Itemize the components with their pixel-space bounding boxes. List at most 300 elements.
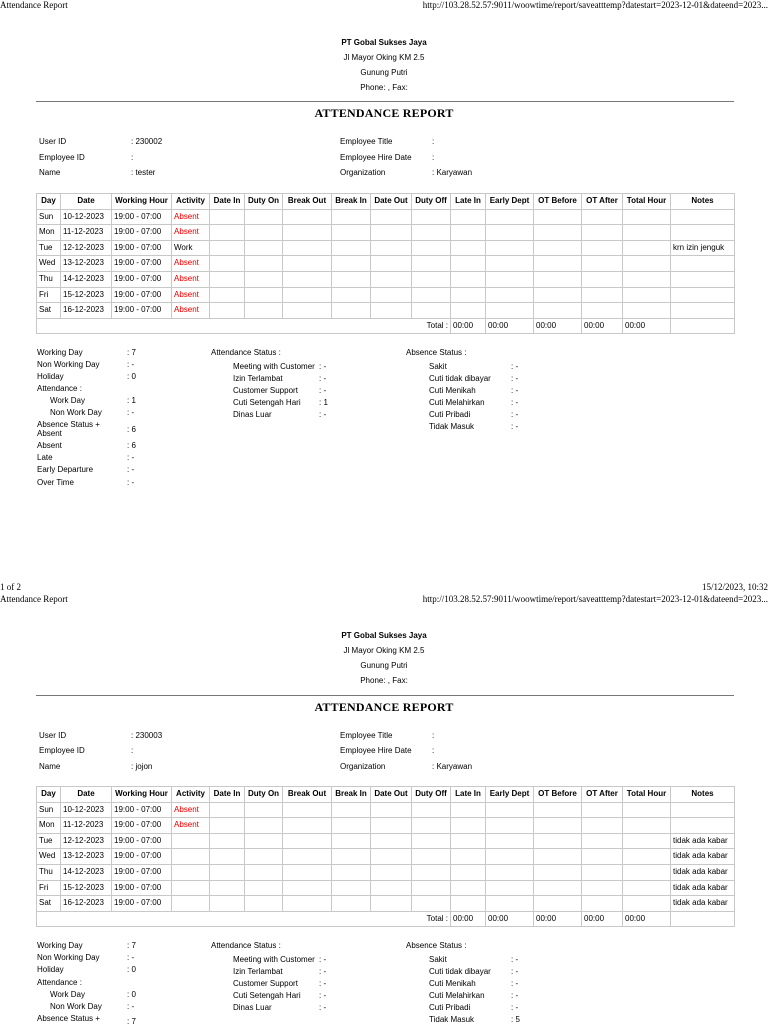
cell-day: Mon	[37, 818, 61, 834]
cell-date-in	[210, 833, 245, 849]
column-header-day: Day	[37, 787, 61, 803]
column-header-date-out: Date Out	[371, 194, 412, 210]
total-total-hour: 00:00	[623, 318, 671, 334]
cell-ot-after	[582, 303, 623, 319]
holiday-label: Holiday	[37, 372, 64, 381]
cell-day: Mon	[37, 225, 61, 241]
cell-day: Fri	[37, 880, 61, 896]
cell-notes: tidak ada kabar	[671, 880, 735, 896]
cell-date-out	[371, 303, 412, 319]
absence-plus-absent-value: : 7	[127, 1017, 136, 1026]
cell-ot-before	[534, 209, 582, 225]
over-time-label: Over Time	[37, 478, 74, 487]
cell-duty-on	[245, 303, 283, 319]
cell-duty-off	[412, 225, 451, 241]
cell-total-hour	[623, 256, 671, 272]
cell-date: 14-12-2023	[61, 271, 112, 287]
absent-value: : 6	[127, 441, 136, 450]
company-name: PT Gobal Sukses Jaya	[341, 38, 427, 47]
cell-ot-after	[582, 896, 623, 912]
table-row	[37, 240, 735, 256]
attendance-status-label: Customer Support	[233, 979, 298, 988]
cell-total-hour	[623, 209, 671, 225]
absence-status-value: : -	[511, 422, 519, 431]
column-header-date-in: Date In	[210, 194, 245, 210]
cell-ot-before	[534, 256, 582, 272]
company-address-line1: Jl Mayor Oking KM 2.5	[343, 646, 425, 655]
cell-date: 15-12-2023	[61, 880, 112, 896]
absence-status-label: Cuti Pribadi	[429, 410, 471, 419]
cell-day: Wed	[37, 256, 61, 272]
cell-total-hour	[623, 271, 671, 287]
cell-date-in	[210, 896, 245, 912]
column-header-early-dept: Early Dept	[486, 787, 534, 803]
cell-ot-after	[582, 225, 623, 241]
total-late-in: 00:00	[451, 318, 486, 334]
cell-total-hour	[623, 287, 671, 303]
cell-duty-off	[412, 896, 451, 912]
print-header-url: http://103.28.52.57:9011/woowtime/report/saveatttemp?datestart=2023-12-01&dateend=2023...	[422, 594, 768, 604]
cell-break-in	[332, 849, 371, 865]
absence-plus-absent-label-1: Absence Status +	[37, 420, 100, 429]
attendance-status-label: Cuti Setengah Hari	[233, 398, 301, 407]
working-day-label: Working Day	[37, 941, 83, 950]
cell-ot-after	[582, 240, 623, 256]
report-title: ATTENDANCE REPORT	[314, 700, 454, 714]
print-footer-page: 1 of 2	[0, 582, 21, 592]
holiday-value: : 0	[127, 965, 136, 974]
column-header-date-in: Date In	[210, 787, 245, 803]
column-header-date: Date	[61, 787, 112, 803]
cell-date-in	[210, 880, 245, 896]
print-footer-time: 15/12/2023, 10:32	[701, 582, 768, 592]
cell-early-dept	[486, 833, 534, 849]
cell-activity: Absent	[172, 271, 210, 287]
cell-duty-off	[412, 833, 451, 849]
column-header-duty-off: Duty Off	[412, 787, 451, 803]
cell-ot-before	[534, 849, 582, 865]
column-header-duty-on: Duty On	[245, 194, 283, 210]
absence-status-label: Tidak Masuk	[429, 422, 475, 431]
cell-break-out	[283, 818, 332, 834]
column-header-break-out: Break Out	[283, 787, 332, 803]
organization-value: : Karyawan	[432, 762, 473, 771]
cell-ot-before	[534, 896, 582, 912]
cell-working-hour: 19:00 - 07:00	[112, 833, 172, 849]
cell-break-out	[283, 849, 332, 865]
report-title: ATTENDANCE REPORT	[314, 106, 454, 120]
cell-date: 11-12-2023	[61, 818, 112, 834]
attendance-status-label: Dinas Luar	[233, 1003, 272, 1012]
cell-activity	[172, 880, 210, 896]
cell-ot-after	[582, 818, 623, 834]
cell-activity	[172, 896, 210, 912]
print-header-title: Attendance Report	[0, 594, 68, 604]
cell-day: Tue	[37, 240, 61, 256]
cell-date-in	[210, 240, 245, 256]
cell-activity: Work	[172, 240, 210, 256]
employee-id-value: :	[131, 746, 134, 755]
cell-early-dept	[486, 225, 534, 241]
cell-duty-off	[412, 287, 451, 303]
cell-late-in	[451, 896, 486, 912]
attendance-table	[36, 786, 735, 927]
cell-break-in	[332, 864, 371, 880]
cell-day: Wed	[37, 849, 61, 865]
cell-ot-before	[534, 833, 582, 849]
cell-date: 16-12-2023	[61, 896, 112, 912]
attendance-status-value: : -	[319, 967, 327, 976]
column-header-break-out: Break Out	[283, 194, 332, 210]
cell-late-in	[451, 225, 486, 241]
cell-working-hour: 19:00 - 07:00	[112, 303, 172, 319]
cell-duty-on	[245, 209, 283, 225]
work-day-value: : 0	[127, 990, 136, 999]
attendance-status-value: : 1	[319, 398, 328, 407]
user-id-value: : 230002	[131, 137, 163, 146]
cell-activity: Absent	[172, 303, 210, 319]
cell-working-hour: 19:00 - 07:00	[112, 849, 172, 865]
total-early-dept: 00:00	[486, 318, 534, 334]
absence-plus-absent-value: : 6	[127, 425, 136, 434]
column-header-duty-on: Duty On	[245, 787, 283, 803]
cell-date-out	[371, 225, 412, 241]
absence-status-label: Cuti tidak dibayar	[429, 967, 491, 976]
cell-working-hour: 19:00 - 07:00	[112, 287, 172, 303]
absence-status-value: : -	[511, 386, 519, 395]
late-label: Late	[37, 453, 53, 462]
absence-status-label: Cuti Melahirkan	[429, 991, 485, 1000]
cell-notes: tidak ada kabar	[671, 864, 735, 880]
organization-value: : Karyawan	[432, 168, 473, 177]
employee-title-value: :	[432, 731, 435, 740]
absence-status-label: Sakit	[429, 362, 447, 371]
hire-date-value: :	[432, 746, 435, 755]
early-departure-label: Early Departure	[37, 465, 94, 474]
work-day-value: : 1	[127, 396, 136, 405]
table-header-row	[37, 194, 735, 210]
absence-status-value: : -	[511, 967, 519, 976]
employee-id-label: Employee ID	[39, 153, 85, 162]
attendance-status-heading: Attendance Status :	[211, 348, 281, 357]
cell-ot-before	[534, 880, 582, 896]
non-working-day-label: Non Working Day	[37, 953, 100, 962]
cell-early-dept	[486, 896, 534, 912]
non-work-day-label: Non Work Day	[50, 1002, 102, 1011]
cell-date: 16-12-2023	[61, 303, 112, 319]
total-early-dept: 00:00	[486, 911, 534, 927]
column-header-duty-off: Duty Off	[412, 194, 451, 210]
cell-activity: Absent	[172, 818, 210, 834]
user-id-label: User ID	[39, 731, 67, 740]
employee-id-value: :	[131, 153, 134, 162]
cell-late-in	[451, 271, 486, 287]
company-address-line1: Jl Mayor Oking KM 2.5	[343, 53, 425, 62]
cell-duty-on	[245, 896, 283, 912]
column-header-notes: Notes	[671, 787, 735, 803]
cell-early-dept	[486, 818, 534, 834]
absence-status-value: : -	[511, 362, 519, 371]
total-late-in: 00:00	[451, 911, 486, 927]
cell-total-hour	[623, 303, 671, 319]
table-header-row	[37, 787, 735, 803]
absence-status-label: Cuti Pribadi	[429, 1003, 471, 1012]
cell-duty-on	[245, 225, 283, 241]
cell-working-hour: 19:00 - 07:00	[112, 864, 172, 880]
cell-ot-before	[534, 240, 582, 256]
cell-date-out	[371, 849, 412, 865]
company-address-line2: Gunung Putri	[360, 661, 408, 670]
cell-date-in	[210, 225, 245, 241]
attendance-table	[36, 193, 735, 334]
cell-working-hour: 19:00 - 07:00	[112, 256, 172, 272]
table-row	[37, 287, 735, 303]
attendance-status-label: Meeting with Customer	[233, 955, 315, 964]
column-header-activity: Activity	[172, 194, 210, 210]
attendance-status-value: : -	[319, 979, 327, 988]
totals-row	[37, 911, 735, 927]
cell-break-out	[283, 880, 332, 896]
cell-day: Fri	[37, 287, 61, 303]
cell-day: Thu	[37, 271, 61, 287]
non-work-day-label: Non Work Day	[50, 408, 102, 417]
cell-date: 12-12-2023	[61, 240, 112, 256]
cell-break-out	[283, 802, 332, 818]
cell-date-in	[210, 271, 245, 287]
cell-early-dept	[486, 256, 534, 272]
holiday-label: Holiday	[37, 965, 64, 974]
cell-late-in	[451, 833, 486, 849]
cell-date: 13-12-2023	[61, 849, 112, 865]
cell-duty-off	[412, 240, 451, 256]
cell-duty-off	[412, 802, 451, 818]
cell-ot-before	[534, 818, 582, 834]
cell-ot-before	[534, 271, 582, 287]
cell-break-in	[332, 287, 371, 303]
hire-date-label: Employee Hire Date	[340, 746, 412, 755]
cell-date-in	[210, 802, 245, 818]
cell-activity: Absent	[172, 256, 210, 272]
cell-notes: krn izin jenguk	[671, 240, 735, 256]
cell-late-in	[451, 880, 486, 896]
column-header-ot-before: OT Before	[534, 787, 582, 803]
cell-duty-on	[245, 271, 283, 287]
table-row	[37, 833, 735, 849]
table-row	[37, 880, 735, 896]
attendance-status-heading: Attendance Status :	[211, 941, 281, 950]
cell-late-in	[451, 849, 486, 865]
column-header-early-dept: Early Dept	[486, 194, 534, 210]
company-address-line2: Gunung Putri	[360, 68, 408, 77]
cell-date-out	[371, 256, 412, 272]
work-day-label: Work Day	[50, 990, 85, 999]
cell-total-hour	[623, 240, 671, 256]
non-working-day-label: Non Working Day	[37, 360, 100, 369]
column-header-ot-after: OT After	[582, 787, 623, 803]
attendance-status-value: : -	[319, 362, 327, 371]
column-header-date: Date	[61, 194, 112, 210]
cell-early-dept	[486, 240, 534, 256]
print-header-url: http://103.28.52.57:9011/woowtime/report/saveatttemp?datestart=2023-12-01&dateend=2023...	[422, 0, 768, 10]
column-header-ot-before: OT Before	[534, 194, 582, 210]
cell-early-dept	[486, 864, 534, 880]
cell-ot-after	[582, 880, 623, 896]
cell-break-out	[283, 240, 332, 256]
cell-early-dept	[486, 271, 534, 287]
cell-working-hour: 19:00 - 07:00	[112, 225, 172, 241]
cell-total-hour	[623, 833, 671, 849]
cell-notes	[671, 271, 735, 287]
company-name: PT Gobal Sukses Jaya	[341, 631, 427, 640]
total-notes	[671, 318, 735, 334]
cell-duty-on	[245, 818, 283, 834]
attendance-label: Attendance :	[37, 384, 82, 393]
column-header-working-hour: Working Hour	[112, 194, 172, 210]
cell-break-in	[332, 802, 371, 818]
total-label: Total :	[37, 911, 451, 927]
cell-ot-after	[582, 271, 623, 287]
cell-activity	[172, 849, 210, 865]
cell-date-in	[210, 256, 245, 272]
cell-notes	[671, 818, 735, 834]
name-value: : jojon	[131, 762, 153, 771]
attendance-status-value: : -	[319, 991, 327, 1000]
column-header-late-in: Late In	[451, 787, 486, 803]
cell-date-in	[210, 287, 245, 303]
cell-early-dept	[486, 849, 534, 865]
cell-date: 10-12-2023	[61, 802, 112, 818]
cell-working-hour: 19:00 - 07:00	[112, 880, 172, 896]
table-row	[37, 849, 735, 865]
cell-break-out	[283, 209, 332, 225]
non-work-day-value: : -	[127, 1002, 135, 1011]
absence-status-value: : -	[511, 955, 519, 964]
total-ot-before: 00:00	[534, 318, 582, 334]
total-ot-after: 00:00	[582, 911, 623, 927]
cell-date: 15-12-2023	[61, 287, 112, 303]
column-header-notes: Notes	[671, 194, 735, 210]
total-ot-before: 00:00	[534, 911, 582, 927]
cell-late-in	[451, 818, 486, 834]
cell-break-out	[283, 225, 332, 241]
cell-early-dept	[486, 287, 534, 303]
cell-ot-before	[534, 864, 582, 880]
attendance-status-value: : -	[319, 1003, 327, 1012]
cell-early-dept	[486, 880, 534, 896]
column-header-date-out: Date Out	[371, 787, 412, 803]
column-header-break-in: Break In	[332, 194, 371, 210]
absent-label: Absent	[37, 441, 62, 450]
absence-status-value: : -	[511, 398, 519, 407]
cell-day: Sun	[37, 802, 61, 818]
name-label: Name	[39, 762, 61, 771]
cell-day: Tue	[37, 833, 61, 849]
cell-activity: Absent	[172, 225, 210, 241]
cell-activity: Absent	[172, 802, 210, 818]
absence-status-label: Cuti Menikah	[429, 979, 476, 988]
user-id-value: : 230003	[131, 731, 163, 740]
table-row	[37, 256, 735, 272]
table-row	[37, 209, 735, 225]
organization-label: Organization	[340, 762, 386, 771]
column-header-working-hour: Working Hour	[112, 787, 172, 803]
attendance-status-label: Dinas Luar	[233, 410, 272, 419]
cell-working-hour: 19:00 - 07:00	[112, 240, 172, 256]
attendance-status-label: Meeting with Customer	[233, 362, 315, 371]
table-row	[37, 802, 735, 818]
absence-plus-absent-label-2: Absent	[37, 429, 62, 438]
employee-title-label: Employee Title	[340, 731, 393, 740]
cell-break-in	[332, 209, 371, 225]
cell-date-in	[210, 818, 245, 834]
cell-ot-after	[582, 256, 623, 272]
cell-date-out	[371, 864, 412, 880]
table-row	[37, 864, 735, 880]
holiday-value: : 0	[127, 372, 136, 381]
cell-early-dept	[486, 209, 534, 225]
non-work-day-value: : -	[127, 408, 135, 417]
cell-date: 13-12-2023	[61, 256, 112, 272]
column-header-total-hour: Total Hour	[623, 787, 671, 803]
cell-notes	[671, 303, 735, 319]
total-total-hour: 00:00	[623, 911, 671, 927]
cell-duty-off	[412, 864, 451, 880]
cell-late-in	[451, 287, 486, 303]
cell-total-hour	[623, 802, 671, 818]
cell-ot-after	[582, 209, 623, 225]
cell-day: Sat	[37, 896, 61, 912]
cell-duty-on	[245, 802, 283, 818]
cell-ot-after	[582, 864, 623, 880]
cell-duty-on	[245, 287, 283, 303]
cell-break-in	[332, 240, 371, 256]
working-day-value: : 7	[127, 348, 136, 357]
cell-duty-off	[412, 256, 451, 272]
cell-late-in	[451, 209, 486, 225]
cell-duty-off	[412, 818, 451, 834]
cell-date-in	[210, 849, 245, 865]
cell-ot-before	[534, 303, 582, 319]
cell-duty-on	[245, 833, 283, 849]
cell-break-out	[283, 303, 332, 319]
column-header-day: Day	[37, 194, 61, 210]
cell-working-hour: 19:00 - 07:00	[112, 896, 172, 912]
absence-status-label: Tidak Masuk	[429, 1015, 475, 1024]
work-day-label: Work Day	[50, 396, 85, 405]
absence-status-heading: Absence Status :	[406, 941, 467, 950]
cell-ot-before	[534, 225, 582, 241]
absence-status-value: : -	[511, 410, 519, 419]
column-header-ot-after: OT After	[582, 194, 623, 210]
cell-working-hour: 19:00 - 07:00	[112, 818, 172, 834]
header-divider	[36, 101, 734, 102]
cell-duty-off	[412, 209, 451, 225]
cell-break-in	[332, 833, 371, 849]
cell-break-out	[283, 271, 332, 287]
attendance-status-label: Izin Terlambat	[233, 967, 283, 976]
cell-notes: tidak ada kabar	[671, 896, 735, 912]
absence-status-value: : -	[511, 979, 519, 988]
cell-date-out	[371, 880, 412, 896]
cell-date: 10-12-2023	[61, 209, 112, 225]
total-ot-after: 00:00	[582, 318, 623, 334]
absence-status-value: : 5	[511, 1015, 520, 1024]
working-day-value: : 7	[127, 941, 136, 950]
attendance-status-label: Cuti Setengah Hari	[233, 991, 301, 1000]
cell-break-in	[332, 256, 371, 272]
absence-plus-absent-label-1: Absence Status +	[37, 1014, 100, 1023]
cell-total-hour	[623, 818, 671, 834]
